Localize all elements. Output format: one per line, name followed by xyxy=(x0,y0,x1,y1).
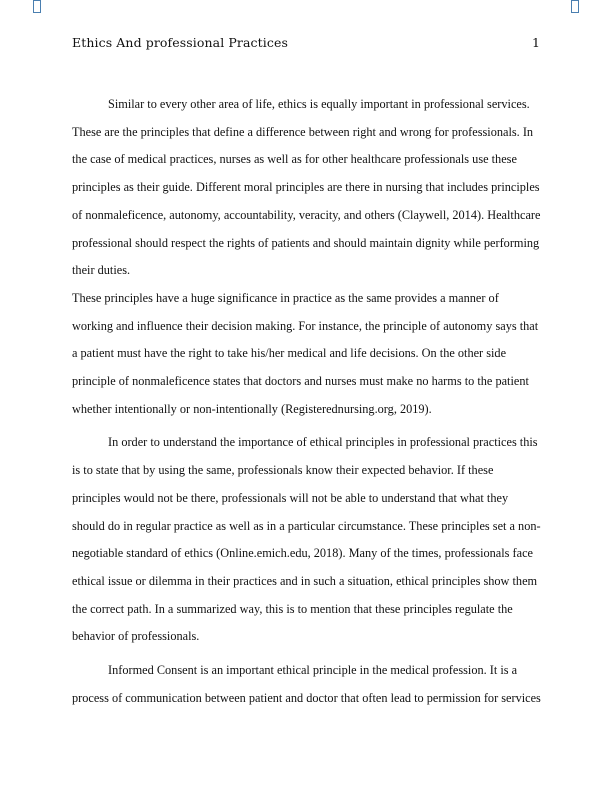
paragraph-ethics-intro: Similar to every other area of life, ethics is equally important in professional services. These are the principles that define a difference between right and wrong for professionals. In the case of medical practices, nurses as well as for other healthcare professionals use these principles as their guide. Different moral principles are there in nursing that includes principles of nonmaleficence, autonomy, accountability, veracity, and others (Claywell, 2014). Healthcare professional should respect the rights of patients and should maintain dignity while performing their duties. xyxy=(72,97,541,278)
page-number: 1 xyxy=(532,35,540,50)
document-body xyxy=(72,91,542,712)
running-head-title: Ethics And professional Practices xyxy=(72,35,288,50)
paragraph-importance-principles: In order to understand the importance of ethical principles in professional practices this is to state that by using the same, professionals know their expected behavior. If these principles would not be there, professionals will not be able to understand that what they should do in regular practice as well as in a particular circumstance. These principles set a non-negotiable standard of ethics (Online.emich.edu, 2018). Many of the times, professionals face ethical issue or dilemma in their practices and in such a situation, ethical principles show them the correct path. In a summarized way, this is to mention that these principles regulate the behavior of professionals. xyxy=(72,435,541,644)
paragraph-principles-significance: These principles have a huge significance in practice as the same provides a manner of working and influence their decision making. For instance, the principle of autonomy says that a patient must have the right to take his/her medical and life decisions. On the other side principle of nonmaleficence states that doctors and nurses must make no harms to the patient whether intentionally or non-intentionally (Registerednursing.org, 2019). xyxy=(72,290,539,416)
corner-crop-mark-left xyxy=(33,0,41,13)
paragraph-informed-consent: Informed Consent is an important ethical principle in the medical profession. It is a process of communication between patient and doctor that often lead to permission for services xyxy=(72,663,541,705)
page-header xyxy=(72,35,540,53)
corner-crop-mark-right xyxy=(571,0,579,13)
